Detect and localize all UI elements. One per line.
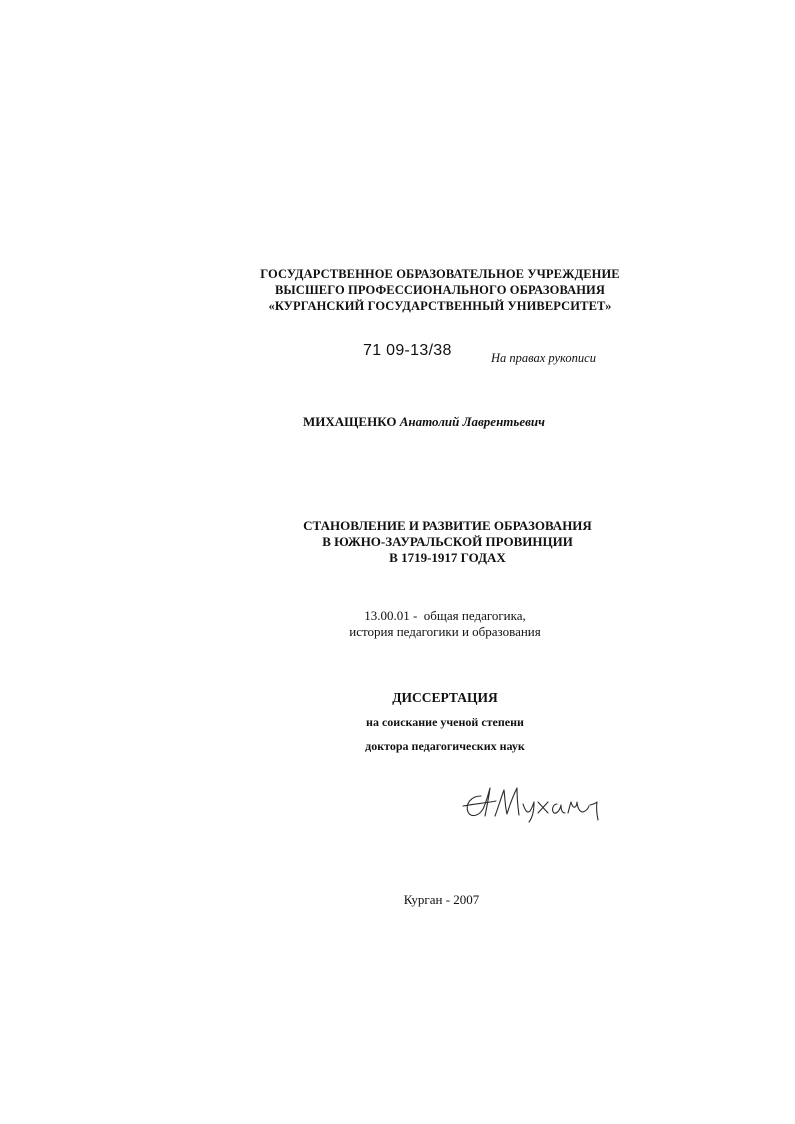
specialty-code: 13.00.01 bbox=[364, 608, 410, 623]
signature-icon bbox=[459, 782, 603, 824]
specialty-name-1: общая педагогика, bbox=[423, 608, 526, 623]
institution-line-2: ВЫСШЕГО ПРОФЕССИОНАЛЬНОГО ОБРАЗОВАНИЯ bbox=[275, 283, 605, 297]
specialty-separator: - bbox=[409, 608, 424, 623]
dissertation-title bbox=[0, 518, 795, 566]
title-line-2: В ЮЖНО-ЗАУРАЛЬСКОЙ ПРОВИНЦИИ bbox=[322, 534, 573, 549]
specialty-block bbox=[0, 608, 795, 640]
specialty-line-1 bbox=[0, 608, 795, 624]
specialty-name-2: история педагогики и образования bbox=[349, 624, 541, 639]
title-line-3: В 1719-1917 ГОДАХ bbox=[389, 550, 506, 565]
author-given-names: Анатолий Лаврентьевич bbox=[399, 414, 545, 429]
author-surname: МИХАЩЕНКО bbox=[303, 414, 397, 429]
institution-line-3: «КУРГАНСКИЙ ГОСУДАРСТВЕННЫЙ УНИВЕРСИТЕТ» bbox=[268, 299, 612, 313]
degree-line-1: на соискание ученой степени bbox=[366, 715, 524, 729]
institution-header bbox=[0, 266, 795, 314]
manuscript-note: На правах рукописи bbox=[491, 351, 596, 365]
city-year: Курган - 2007 bbox=[403, 892, 480, 907]
title-line-1: СТАНОВЛЕНИЕ И РАЗВИТИЕ ОБРАЗОВАНИЯ bbox=[303, 518, 592, 533]
degree-line-2: доктора педагогических наук bbox=[365, 739, 525, 753]
work-type: ДИССЕРТАЦИЯ bbox=[392, 690, 498, 705]
institution-line-1: ГОСУДАРСТВЕННОЕ ОБРАЗОВАТЕЛЬНОЕ УЧРЕЖДЕНИЕ bbox=[260, 267, 620, 281]
catalog-code: 71 09-13/38 bbox=[363, 342, 452, 359]
author-name bbox=[303, 414, 545, 430]
